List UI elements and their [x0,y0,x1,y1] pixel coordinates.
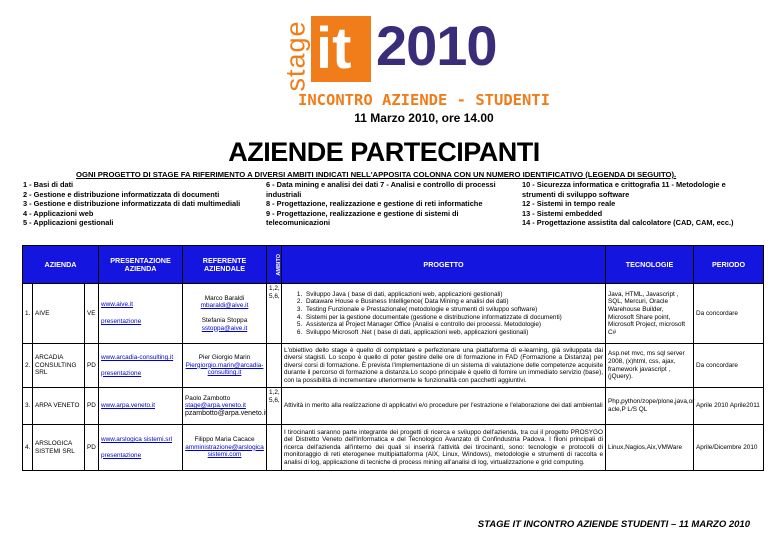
company-name: ARCADIA CONSULTING SRL [33,344,85,388]
col-header-periodo: PERIODO [694,246,764,284]
legend-item: 10 - Sicurezza informatica e crittografia 11 - Metodologie e [522,180,726,189]
table-row [23,284,764,344]
legend-item: 13 - Sistemi embedded [522,208,603,218]
ambito-cell [267,425,282,471]
legend-column-1 [23,180,240,228]
referent-name: Stefania Stoppa [201,317,248,324]
referent-email-link[interactable]: Piergiorgio.marin@arcadia-consulting.it [185,361,264,377]
project-cell [282,284,606,344]
project-item: 2. Dataware House e Business Intelligence( Data Mining e analisi dei dati) [304,298,603,306]
referent-name: Filippo Maria Cacace [194,436,255,444]
technologies-cell: Php,python/zope/plone,java,or acle,P L/S QL [606,388,694,425]
legend-item: 9 - Progettazione, realizzazione e gestione di sistemi di [266,208,459,218]
legend-item: 12 - Sistemi in tempo reale [522,199,616,209]
project-item: 6. Sviluppo Microsoft .Net ( base di dati, applicazioni web, applicazioni gestionali) [304,329,603,337]
legend-column-3 [522,180,734,228]
referent-name: Marco Baraldi [204,294,245,302]
page-title: AZIENDE PARTECIPANTI [228,137,540,167]
presentation-cell [99,344,183,388]
page-footer: STAGE IT INCONTRO AZIENDE STUDENTI – 11 MARZO 2010 [477,519,750,530]
project-item: 5. Assistenza al Project Manager Office (Analisi e controllo dei processi. Metodologie) [304,321,603,329]
period-cell: Da concordare [694,284,764,344]
ambito-cell [267,344,282,388]
company-website-link[interactable]: www.arpa.veneto.it [101,402,156,410]
technologies-cell: Java, HTML, Javascript , SQL, Mercuri, Oracle Warehouse Builder, Microsoft Share point, Microsoft Project, microsoft C# [606,284,694,344]
period-cell: Da concordare [694,344,764,388]
legend-item: 2 - Gestione e distribuzione informatizzata di documenti [23,189,220,199]
legend-item: 14 - Progettazione assistita dal calcolatore (CAD, CAM, ecc.) [522,218,734,228]
project-cell: I tirocinanti saranno parte integrante dei progetti di ricerca e sviluppo dell'azienda, tra cui il progetto PROSYGO del Distretto Veneto dell'Informatica e del Tecnologico Avanzato di Confindustria Padova. I filoni principali di ricerca dell'azienda all'interno dei quali si inserirà l'attività dei tirocinanti, sono: tecnologie e protocolli di monitoraggio di reti eterogenee multipiattaforma (AIX, Linux, Windows), metodologie e strumenti di raccolta e analisi di log, applicazione di tecniche di process mining all'analisi di log, virtualizzazione e grid computing. [282,425,606,471]
project-item: 3. Testing Funzionale e Prestazionale( metodologie e strumenti di sviluppo software) [304,306,603,314]
company-province: PD [85,388,99,425]
col-header-ambito: AMBITO [267,246,282,284]
legend-item: 3 - Gestione e distribuzione informatizzata di dati multimediali [23,199,241,209]
technologies-cell: Linux,Nagios,Aix,VMWare [606,425,694,471]
company-name: ARPA VENETO [33,388,85,425]
presentation-link[interactable]: presentazione [101,451,142,459]
event-date: 11 Marzo 2010, ore 14.00 [354,111,494,125]
ambiti-note: OGNI PROGETTO DI STAGE FA RIFERIMENTO A DIVERSI AMBITI INDICATI NELL'APPOSITA COLONNA CON UN NUMERO IDENTIFICATIVO (LEGENDA DI SEGUITO). [76,170,677,179]
referent-name: Pier Giorgio Marin [198,354,251,362]
ambito-cell: 1,2, 5,6, [267,284,282,344]
referent-email-link[interactable]: amministrazione@arslogica sistemi.com [185,443,264,459]
presentation-link[interactable]: presentazione [101,318,142,325]
period-cell: Aprile 2010 Aprile2011 [694,388,764,425]
table-row [23,425,764,471]
row-number: 1. [23,284,33,344]
legend-item: 4 - Applicazioni web [23,208,94,218]
referent-cell [183,425,267,471]
table-row [23,388,764,425]
company-website-link[interactable]: www.aive.it [101,301,133,309]
project-item: 1. Sviluppo Java ( base di dati, applicazioni web, applicazioni gestionali) [304,291,603,299]
referent-email-link[interactable]: mbaraldi@aive.it [200,302,249,310]
col-header-progetto: PROGETTO [282,246,606,284]
logo-stage: stage [280,20,311,92]
company-website-link[interactable]: www.arcadia-consulting.it [101,353,174,361]
technologies-cell: Asp.net mvc, ms sql server 2008, (x)html, css, ajax, framework javascript , (jQuery). [606,344,694,388]
row-number: 3. [23,388,33,425]
presentation-cell [99,425,183,471]
company-name: ARSLOGICA SISTEMI SRL [33,425,85,471]
referent-email-link[interactable]: stage@arpa.veneto.it [185,402,246,410]
table-header-row [23,246,764,284]
legend-item: 8 - Progettazione, realizzazione e gestione di reti informatiche [266,199,483,209]
referent-cell [183,388,267,425]
row-number: 2. [23,344,33,388]
legend-item: 6 - Data mining e analisi dei dati 7 - Analisi e controllo di processi [266,180,496,189]
event-subtitle: INCONTRO AZIENDE - STUDENTI [298,91,550,109]
legend-item: industriali [266,189,302,199]
company-website-link[interactable]: www.arslogica sistemi.srl [101,435,173,443]
ambito-cell: 1,2, 5,6, [267,388,282,425]
companies-table [22,245,764,471]
company-province: PD [85,425,99,471]
presentation-link[interactable]: presentazione [101,369,142,377]
col-header-presentazione: PRESENTAZIONE AZIENDA [99,246,183,284]
referent-name: Paolo Zambotto [185,394,231,402]
col-header-tecnologie: TECNOLOGIE [606,246,694,284]
referent-cell [183,344,267,388]
logo-it-box: it [311,16,371,82]
col-header-referente: REFERENTE AZIENDALE [183,246,267,284]
company-name: AIVE [33,284,85,344]
referent-cell [183,284,267,344]
company-province: VE [85,284,99,344]
col-header-azienda: AZIENDA [23,246,99,284]
project-cell: L'obiettivo dello stage è quello di completare e perfezionare una piattaforma di e-learning, già sviluppata dai diversi stagisti. Lo scopo è quello di poter gestire delle ore di formazione in FAD (Formazione a Distanza) per diversi corsi di formazione. È prevista l'implementazione di un sistema di valutazione delle competenze acquisite durante il percorso di formazione a distanza.Lo scopo principale è quello di fornire un immediato servizio (base), con la possibilità di incrementare ulteriormente le funzionalità con pacchetti aggiuntivi. [282,344,606,388]
period-cell: Aprile/Dicembre 2010 [694,425,764,471]
project-cell: Attività in merito alla realizzazione di applicativi e/o procedure per l'estrazione e l'elaborazione dei dati ambientali [282,388,606,425]
project-item: 4. Sistemi per la gestione documentale (gestione e distribuzione informatizzate di documenti) [304,314,603,322]
referent-email: pzambotto@arpa.veneto.it [185,409,268,417]
presentation-cell [99,284,183,344]
legend-item: 1 - Basi di dati [23,180,74,189]
referent-email-link[interactable]: sstoppa@aive.it [201,324,248,332]
legend-item: 5 - Applicazioni gestionali [23,218,114,228]
logo-year: 2010 [376,14,497,77]
row-number: 4. [23,425,33,471]
legend-column-2 [266,180,496,228]
legend-item: strumenti di sviluppo software [522,189,630,199]
presentation-cell [99,388,183,425]
table-row [23,344,764,388]
company-province: PD [85,344,99,388]
legend-item: telecomunicazioni [266,218,331,228]
stage-it-logo [280,6,523,96]
